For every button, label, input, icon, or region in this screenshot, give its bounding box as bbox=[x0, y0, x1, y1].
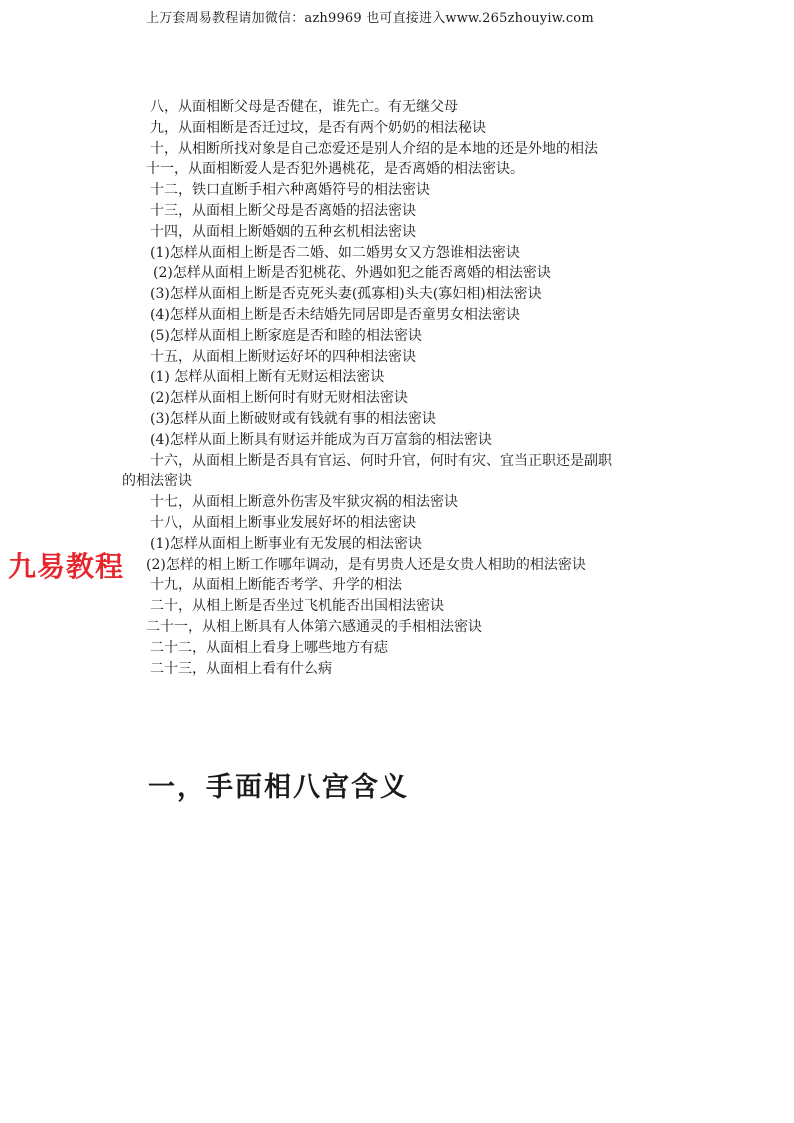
toc-line: 十四，从面相上断婚姻的五种玄机相法密诀 bbox=[150, 224, 416, 240]
toc-line: 十八，从面相上断事业发展好坏的相法密诀 bbox=[150, 515, 416, 531]
toc-line: (3)怎样从面相上断是否克死头妻(孤寡相)头夫(寡妇相)相法密诀 bbox=[150, 286, 542, 302]
toc-line: (4)怎样从面相上断是否未结婚先同居即是否童男女相法密诀 bbox=[150, 307, 520, 323]
toc-line: (2)怎样从面相上断何时有财无财相法密诀 bbox=[150, 390, 408, 406]
header-note: 上万套周易教程请加微信：azh9969 也可直接进入www.265zhouyiw.com bbox=[146, 11, 594, 26]
toc-line: 二十二，从面相上看身上哪些地方有痣 bbox=[150, 640, 388, 656]
toc-line: 十，从相断所找对象是自己恋爱还是别人介绍的是本地的还是外地的相法 bbox=[150, 141, 598, 157]
toc-line: 二十三，从面相上看有什么病 bbox=[150, 661, 332, 677]
toc-line: 十一，从面相断爱人是否犯外遇桃花，是否离婚的相法密诀。 bbox=[146, 161, 524, 177]
toc-line: (2)怎样从面相上断是否犯桃花、外遇如犯之能否离婚的相法密诀 bbox=[153, 265, 551, 281]
toc-line: 十二，铁口直断手相六种离婚符号的相法密诀 bbox=[150, 182, 430, 198]
toc-line: 十三，从面相上断父母是否离婚的招法密诀 bbox=[150, 203, 416, 219]
toc-line: (3)怎样从面上断破财或有钱就有事的相法密诀 bbox=[150, 411, 436, 427]
toc-line: 十六，从面相上断是否具有官运、何时升官，何时有灾、宜当正职还是副职 bbox=[150, 453, 612, 469]
toc-line: 十七，从面相上断意外伤害及牢狱灾祸的相法密诀 bbox=[150, 494, 458, 510]
toc-line: (1)怎样从面相上断是否二婚、如二婚男女又方怨谁相法密诀 bbox=[150, 245, 520, 261]
toc-line: 九，从面相断是否迁过坟，是否有两个奶奶的相法秘诀 bbox=[150, 120, 486, 136]
section-heading: 一，手面相八宫含义 bbox=[148, 772, 409, 803]
toc-line: 二十，从相上断是否坐过飞机能否出国相法密诀 bbox=[150, 598, 444, 614]
toc-line: 八，从面相断父母是否健在，谁先亡。有无继父母 bbox=[150, 99, 458, 115]
toc-line: (5)怎样从面相上断家庭是否和睦的相法密诀 bbox=[150, 328, 422, 344]
toc-line: 十九，从面相上断能否考学、升学的相法 bbox=[150, 577, 402, 593]
toc-line: 二十一，从相上断具有人体第六感通灵的手相相法密诀 bbox=[146, 619, 482, 635]
toc-line: (2)怎样的相上断工作哪年调动，是有男贵人还是女贵人相助的相法密诀 bbox=[146, 557, 586, 573]
toc-line: (1) 怎样从面相上断有无财运相法密诀 bbox=[150, 369, 385, 385]
watermark-logo: 九易教程 bbox=[8, 550, 125, 583]
toc-line: 的相法密诀 bbox=[122, 473, 192, 489]
toc-line: (4)怎样从面上断具有财运并能成为百万富翁的相法密诀 bbox=[150, 432, 492, 448]
toc-line: (1)怎样从面相上断事业有无发展的相法密诀 bbox=[150, 536, 422, 552]
toc-line: 十五，从面相上断财运好坏的四种相法密诀 bbox=[150, 349, 416, 365]
